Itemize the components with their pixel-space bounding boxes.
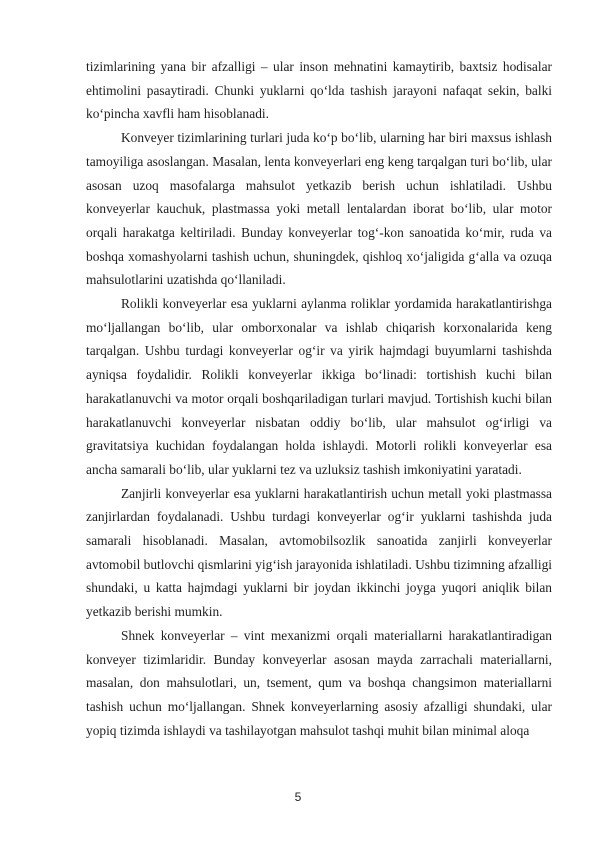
body-text	[86, 55, 552, 742]
paragraph-screw-conveyors: Shnek konveyerlar – vint mexanizmi orqali materiallarni harakatlantiradigan konveyer tizimlaridir. Bunday konveyerlar asosan mayda zarrachali materiallarni, masalan, don mahsulotlari, un, tsement, qum va boshqa changsimon materiallarni tashish uchun mo‘ljallangan. Shnek konveyerlarning asosiy afzalligi shundaki, ular yopiq tizimda ishlaydi va tashilayotgan mahsulot tashqi muhit bilan minimal aloqa	[86, 627, 552, 738]
paragraph-chain-conveyors: Zanjirli konveyerlar esa yuklarni harakatlantirish uchun metall yoki plastmassa zanjirlardan foydalanadi. Ushbu turdagi konveyerlar og‘ir yuklarni tashishda juda samarali hisoblanadi. Masalan, avtomobilsozlik sanoatida zanjirli konveyerlar avtomobil butlovchi qismlarini yig‘ish jarayonida ishlatiladi. Ushbu tizimning afzalligi shundaki, u katta hajmdagi yuklarni bir joydan ikkinchi joyga yuqori aniqlik bilan yetkazib berishi mumkin.	[86, 485, 552, 620]
paragraph-conveyor-types: Konveyer tizimlarining turlari juda ko‘p bo‘lib, ularning har biri maxsus ishlash tamoyiliga asoslangan. Masalan, lenta konveyerlari eng keng tarqalgan turi bo‘lib, ular asosan uzoq masofalarga mahsulot yetkazib berish uchun ishlatiladi. Ushbu konveyerlar kauchuk, plastmassa yoki metall lentalardan iborat bo‘lib, ular motor orqali harakatga keltiriladi. Bunday konveyerlar tog‘-kon sanoatida ko‘mir, ruda va boshqa xomashyolarni tashish uchun, shuningdek, qishloq xo‘jaligida g‘alla va ozuqa mahsulotlarini uzatishda qo‘llaniladi.	[86, 130, 552, 288]
page-number: 5	[294, 790, 302, 804]
paragraph-roller-conveyors: Rolikli konveyerlar esa yuklarni aylanma roliklar yordamida harakatlantirishga mo‘ljallangan bo‘lib, ular omborxonalar va ishlab chiqarish korxonalarida keng tarqalgan. Ushbu turdagi konveyerlar og‘ir va yirik hajmdagi buyumlarni tashishda ayniqsa foydalidir. Rolikli konveyerlar ikkiga bo‘linadi: tortishish kuchi bilan harakatlanuvchi va motor orqali boshqariladigan turlari mavjud. Tortishish kuchi bilan harakatlanuvchi konveyerlar nisbatan oddiy bo‘lib, ular mahsulot og‘irligi va gravitatsiya kuchidan foydalangan holda ishlaydi. Motorli rolikli konveyerlar esa ancha samarali bo‘lib, ular yuklarni tez va uzluksiz tashish imkoniyatini yaratadi.	[86, 296, 552, 477]
paragraph-continuation: tizimlarining yana bir afzalligi – ular inson mehnatini kamaytirib, baxtsiz hodisalar ehtimolini pasaytiradi. Chunki yuklarni qo‘lda tashish jarayoni nafaqat sekin, balki ko‘pincha xavfli ham hisoblanadi.	[86, 59, 552, 122]
